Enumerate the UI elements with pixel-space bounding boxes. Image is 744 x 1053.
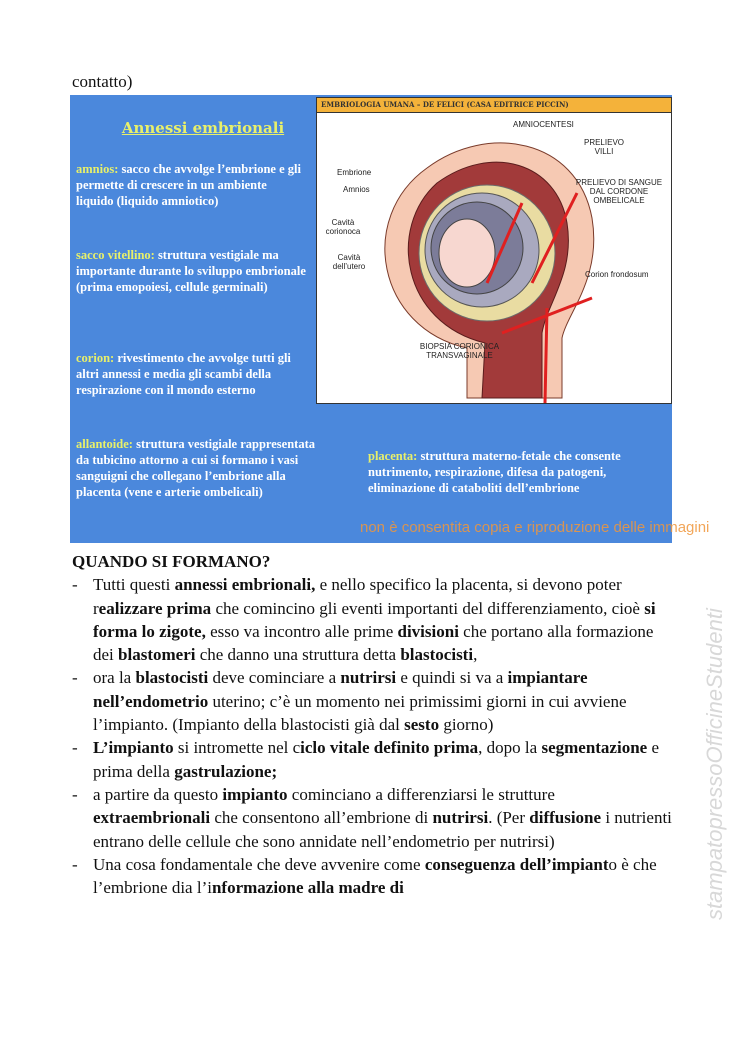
label-embrione: Embrione bbox=[337, 168, 372, 177]
text: ora la bbox=[93, 668, 136, 688]
bold-text: blastocisti bbox=[400, 645, 474, 665]
text: i nutrienti entrano delle cellule che sono annidate nell’endometrio per nutrirsi) bbox=[93, 808, 672, 851]
label-amniocentesi: AMNIOCENTESI bbox=[513, 120, 574, 129]
slide-block-amnios: amnios: sacco che avvolge l’embrione e gli permette di crescere in un ambiente liquido (liquido amniotico) bbox=[76, 162, 301, 208]
text: . (Per bbox=[488, 808, 530, 828]
list-item bbox=[72, 783, 672, 853]
label-biopsia: BIOPSIA CORIONICA TRANSVAGINALE bbox=[419, 342, 500, 360]
text: a partire da questo bbox=[93, 784, 223, 804]
slide-block-corion: corion: rivestimento che avvolge tutti gli altri annessi e media gli scambi della respirazione con il mondo esterno bbox=[76, 351, 291, 397]
bold-text: impiantare nell’endometrio bbox=[93, 668, 588, 711]
text: cominciano a differenziarsi le strutture bbox=[287, 784, 555, 804]
bold-text: divisioni bbox=[397, 621, 459, 641]
slide-block-allantoide: allantoide: struttura vestigiale rappresentata da tubicino attorno a cui si formano i vasi sanguigni che collegano l’embrione alla placenta (vene e arterie ombelicali) bbox=[76, 437, 315, 499]
embryo-diagram bbox=[316, 97, 672, 404]
bullet-dash: - bbox=[72, 575, 78, 595]
bold-text: diffusione bbox=[529, 808, 602, 828]
continued-text: contatto) bbox=[72, 72, 133, 91]
diagram-source: EMBRIOLOGIA UMANA – DE FELICI (CASA EDITRICE PICCIN) bbox=[317, 98, 671, 113]
bullet-dash: - bbox=[72, 738, 78, 758]
bullet-dash: - bbox=[72, 668, 78, 688]
bold-text: blastomeri bbox=[118, 645, 196, 665]
slide-title: Annessi embrionali bbox=[121, 119, 285, 137]
bold-text: conseguenza dell’impiant bbox=[424, 854, 609, 874]
label-cavita-utero: Cavità dell’utero bbox=[332, 253, 366, 271]
bullet-list bbox=[72, 573, 672, 899]
text: Una cosa fondamentale che deve avvenire come bbox=[93, 854, 425, 874]
text: e nello specifico la placenta, si devono poter r bbox=[93, 575, 622, 618]
list-item bbox=[72, 666, 672, 736]
text: che comincino gli eventi importanti del differenziamento, cioè bbox=[211, 598, 645, 618]
bold-text: gastrulazione; bbox=[174, 761, 278, 781]
text: Tutti questi bbox=[93, 575, 175, 595]
label-prelievo-villi: PRELIEVO VILLI bbox=[583, 138, 624, 156]
label-amnios: Amnios bbox=[343, 185, 370, 194]
bold-text: blastocisti bbox=[135, 668, 209, 688]
list-item bbox=[72, 853, 672, 900]
bold-text: segmentazione bbox=[541, 738, 648, 758]
text: giorno) bbox=[439, 715, 494, 735]
text: , dopo la bbox=[478, 738, 542, 758]
bold-text: L’impianto bbox=[93, 738, 174, 758]
label-cavita-corionica: Cavità corionoca bbox=[325, 218, 361, 236]
slide-block-sacco-vitellino: sacco vitellino: struttura vestigiale ma importante durante lo sviluppo embrionale (prima emopoiesi, cellule germinali) bbox=[76, 248, 306, 294]
document-body bbox=[72, 550, 672, 899]
text: che danno una struttura detta bbox=[195, 645, 401, 665]
text: e quindi si va a bbox=[396, 668, 508, 688]
text: o è che l’embrione dia l’i bbox=[93, 854, 657, 898]
text: , bbox=[473, 645, 478, 665]
label-prelievo-sangue: PRELIEVO DI SANGUE DAL CORDONE OMBELICALE bbox=[575, 178, 663, 205]
slide-image bbox=[70, 95, 710, 543]
list-item bbox=[72, 573, 672, 666]
text: uterino; c’è un momento nei primissimi giorni in cui avviene l’impianto. (Impianto della blastocisti già dal bbox=[93, 691, 627, 735]
bullet-dash: - bbox=[72, 854, 78, 874]
text: si intromette nel c bbox=[173, 738, 301, 758]
bold-text: iclo vitale definito prima bbox=[300, 738, 479, 758]
bold-text: annessi embrionali, bbox=[174, 575, 316, 595]
text: esso va incontro alle prime bbox=[205, 621, 398, 641]
text: e prima della bbox=[93, 738, 660, 781]
list-item bbox=[72, 736, 672, 783]
label-corion-frondosum: Corion frondosum bbox=[585, 270, 649, 279]
image-watermark: non è consentita copia e riproduzione delle immagini bbox=[360, 519, 710, 536]
bold-text: nutrirsi bbox=[432, 808, 489, 828]
bold-text: sesto bbox=[404, 715, 440, 735]
bold-text: nutrirsi bbox=[340, 668, 397, 688]
slide-block-placenta: placenta: struttura materno-fetale che consente nutrimento, respirazione, difesa da patogeni, eliminazione di cataboliti dell’embrione bbox=[368, 449, 621, 495]
bold-text: impianto bbox=[222, 784, 288, 804]
bullet-dash: - bbox=[72, 784, 78, 804]
bold-text: si forma lo zigote, bbox=[93, 598, 656, 641]
bold-text: nformazione alla madre di bbox=[211, 878, 404, 898]
section-heading: QUANDO SI FORMANO? bbox=[72, 552, 271, 571]
side-watermark: stampatopressoOfficineStudenti bbox=[702, 608, 727, 920]
bold-text: ealizzare prima bbox=[98, 598, 212, 618]
text: deve cominciare a bbox=[208, 668, 341, 688]
text: che consentono all’embrione di bbox=[210, 808, 433, 828]
bold-text: extraembrionali bbox=[93, 808, 211, 828]
text: che portano alla formazione dei bbox=[93, 621, 654, 665]
